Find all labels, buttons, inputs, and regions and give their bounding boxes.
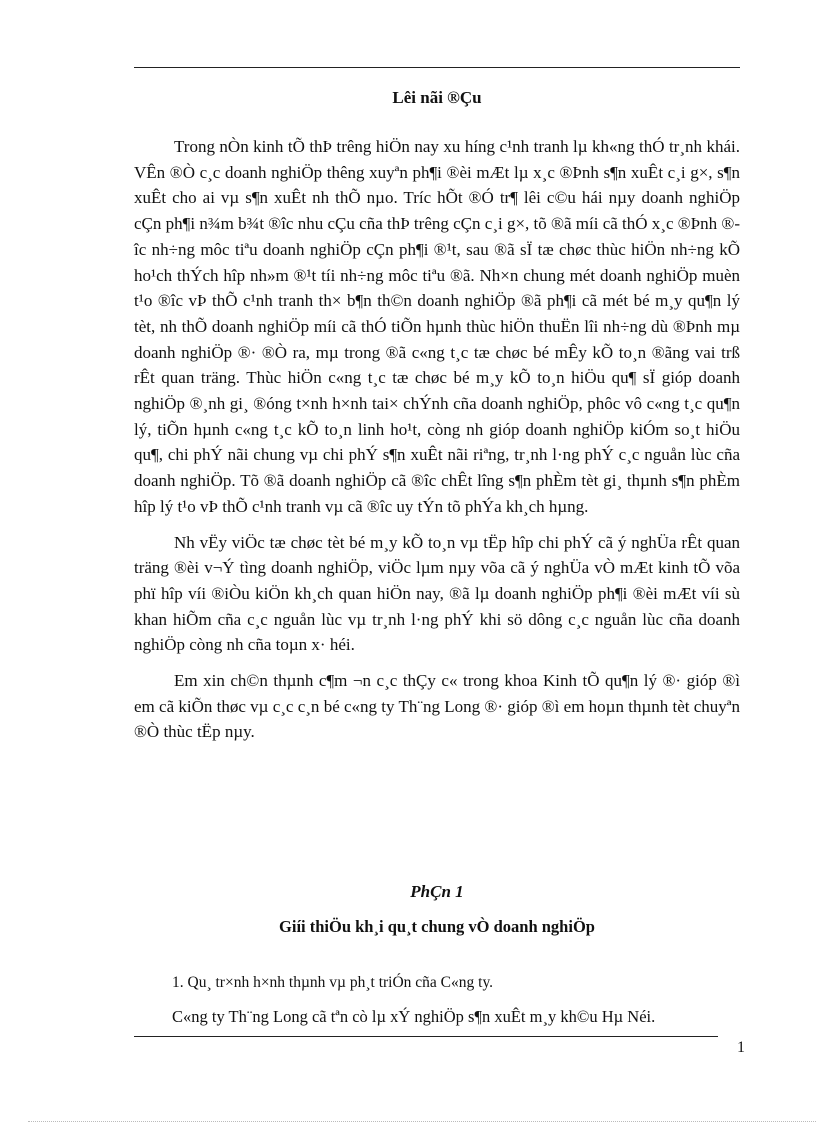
part-label: PhÇn 1 xyxy=(410,882,464,901)
paragraph-importance: Nh vËy viÖc tæ chøc tèt bé m¸y kÕ to¸n vµ tËp hîp chi phÝ cã ý nghÜa rÊt quan träng ®èi v¬Ý tìng doanh nghiÖp, viÖc lµm nµy võa cã ý nghÜa vÒ mÆt kinh tÕ võa phï hîp víi ®iÒu kiÖn kh¸ch quan hiÖn nay, ®ã lµ doanh nghiÖp ph¶i ®èi mÆt víi sù khan hiÕm cña c¸c nguån lùc vµ tr¸nh l·ng phÝ khi sö dông c¸c nguån lùc cña doanh nghiÖp còng nh cña toµn x· héi. xyxy=(134,532,740,655)
body-text xyxy=(134,134,740,755)
section-heading-1: 1. Qu¸ tr×nh h×nh thµnh vµ ph¸t triÓn cña C«ng ty. xyxy=(172,974,494,991)
page-number: 1 xyxy=(737,1039,745,1056)
page-edge xyxy=(28,1121,816,1122)
page-heading: Lêi nãi ®Çu xyxy=(392,88,482,107)
paragraph-intro: Trong nÒn kinh tÕ thÞ trêng hiÖn nay xu híng c¹nh tranh lµ kh«ng thÓ tr¸nh khái. VÊn ®Ò c¸c doanh nghiÖp thêng xuyªn ph¶i ®èi mÆt lµ x¸c ®Þnh s¶n xuÊt c¸i g×, s¶n xuÊt cho ai vµ s¶n xuÊt nh thÕ nµo. Tríc hÕt ®Ó tr¶ lêi c©u hái nµy doanh nghiÖp cÇn ph¶i n¾m b¾t ®îc nhu cÇu cña thÞ trêng cÇn c¸i g×, tõ ®ã míi cã thÓ x¸c ®Þnh ®îc nh÷ng môc tiªu doanh nghiÖp cÇn ph¶i ®¹t, sau ®ã sÏ tæ chøc thùc hiÖn nh÷ng kÕ ho¹ch thÝch hîp nh»m ®¹t tíi nh÷ng môc tiªu ®ã. Nh×n chung mét doanh nghiÖp muèn t¹o ®îc vÞ thÕ c¹nh tranh th× b¶n th©n doanh nghiÖp ®ã ph¶i cã mét bé m¸y qu¶n lý tèt, nh thÕ doanh nghiÖp míi cã thÓ tiÕn hµnh thùc hiÖn thuËn lîi nh÷ng dù ®Þnh mµ doanh nghiÖp ®· ®Ò ra, mµ trong ®ã c«ng t¸c tæ chøc bé mÊy kÕ to¸n ®ãng vai trß rÊt quan träng. Thùc hiÖn c«ng t¸c tæ chøc bé m¸y kÕ to¸n hiÖu qu¶ sÏ gióp doanh nghiÖp ®¸nh gi¸ ®óng t×nh h×nh tai× chÝnh cña doanh nghiÖp, phôc vô c«ng t¸c qu¶n lý, tiÕn hµnh c«ng t¸c kÕ to¸n linh ho¹t, còng nh gióp doanh nghiÖp kiÓm so¸t hiÖu qu¶, chi phÝ nãi chung vµ chi phÝ s¶n xuÊt nãi riªng, tr¸nh l·ng phÝ c¸c nguån lùc cña doanh nghiÖp. Tõ ®ã doanh nghiÖp cã ®îc chÊt lîng s¶n phÈm tèt gi¸ thµnh s¶n phÈm hîp lý t¹o vÞ thÕ c¹nh tranh vµ cã ®îc uy tÝn tõ phÝa kh¸ch hµng. xyxy=(134,137,740,516)
header-rule xyxy=(134,67,740,68)
paragraph-thanks: Em xin ch©n thµnh c¶m ¬n c¸c thÇy c« trong khoa Kinh tÕ qu¶n lý ®· gióp ®ì em cã kiÕn thøc vµ c¸c c¸n bé c«ng ty Th¨ng Long ®· gióp ®ì em hoµn thµnh tèt chuyªn ®Ò thùc tËp nµy. xyxy=(134,671,740,742)
section-text-line: C«ng ty Th¨ng Long cã tªn cò lµ xÝ nghiÖp s¶n xuÊt m¸y kh©u Hµ Néi. xyxy=(172,1007,656,1026)
footer-rule xyxy=(134,1036,718,1037)
part-title: Giíi thiÖu kh¸i qu¸t chung vÒ doanh nghiÖp xyxy=(279,917,595,936)
